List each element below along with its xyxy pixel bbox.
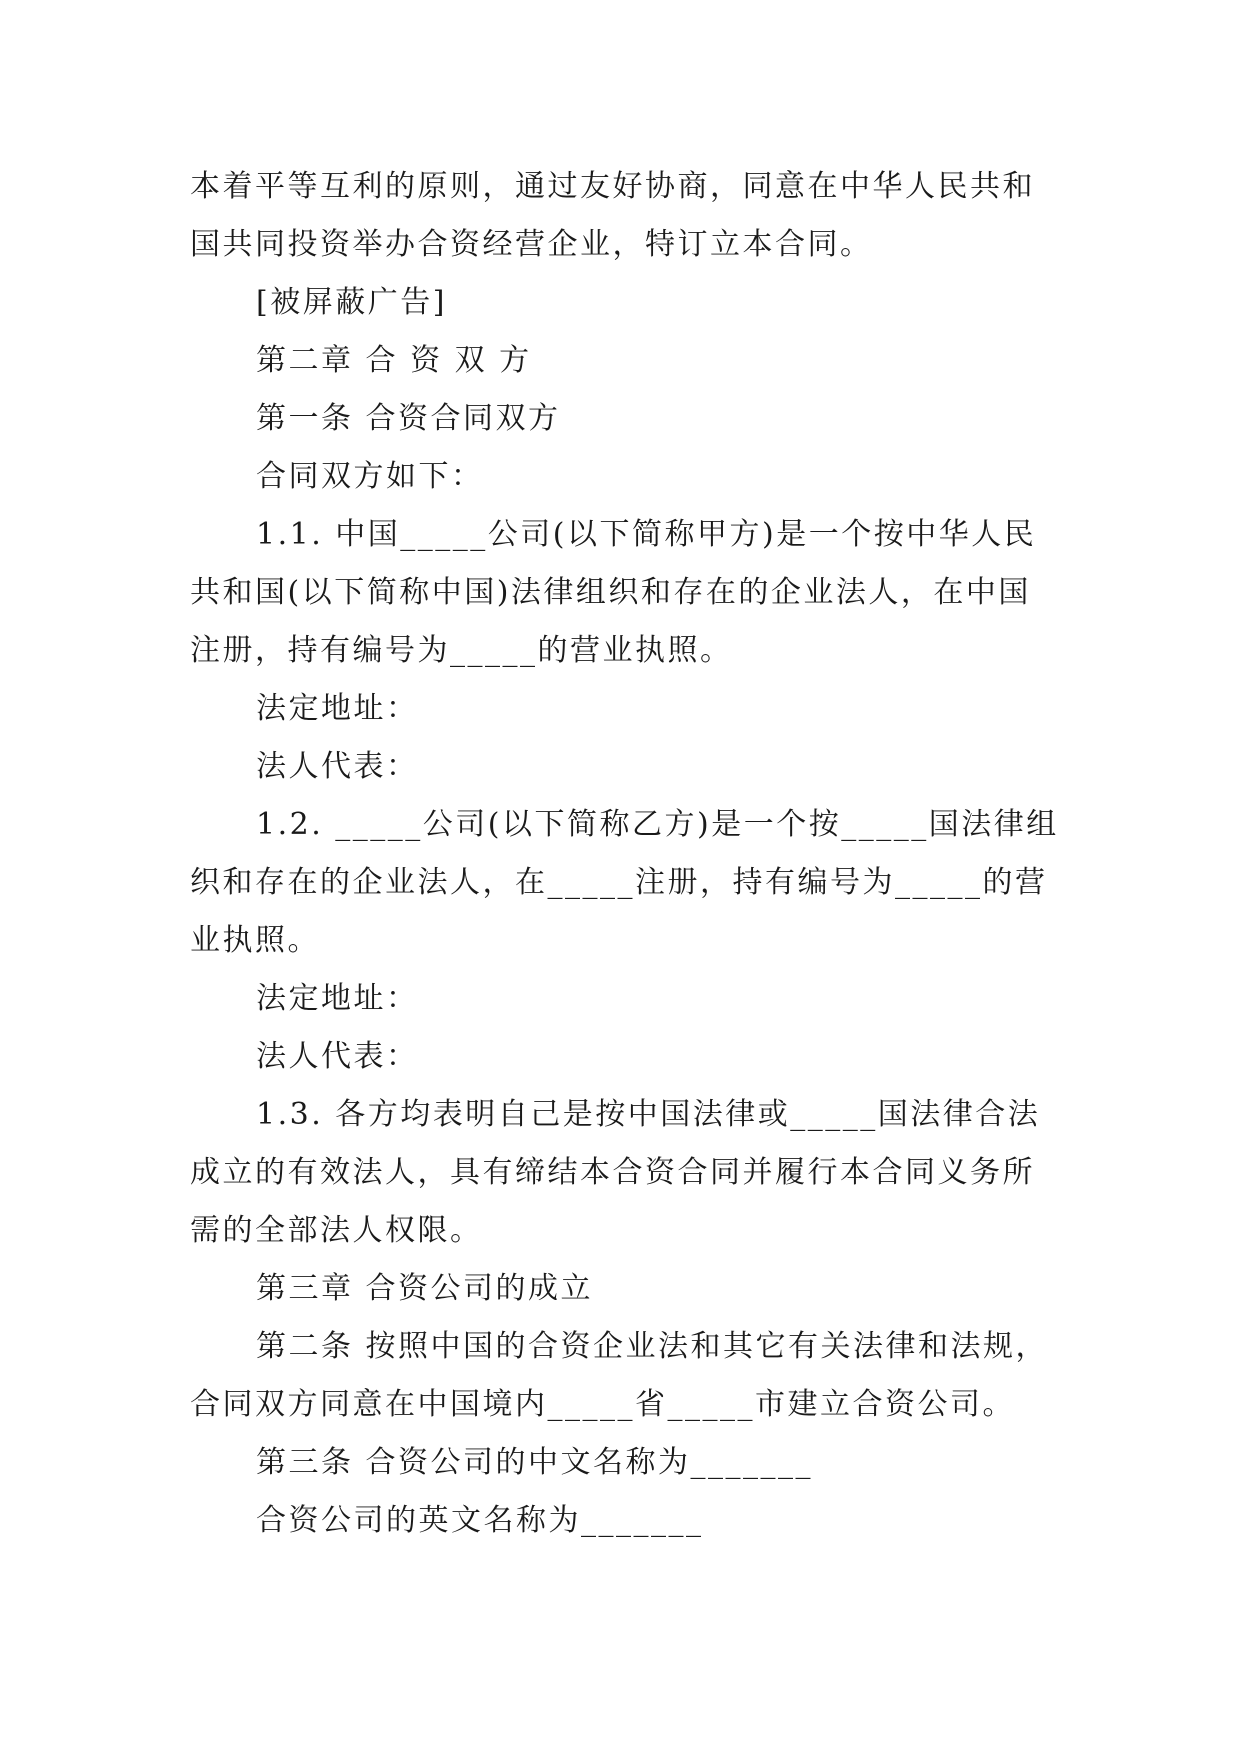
field-label: 法定地址： xyxy=(256,691,419,726)
field-label: 法人代表： xyxy=(256,749,419,784)
text-line: 合资公司的英文名称为_______ xyxy=(256,1503,704,1538)
text-line: 注册，持有编号为_____的营业执照。 xyxy=(190,633,733,668)
text-line: 本着平等互利的原则，通过友好协商，同意在中华人民共和 xyxy=(190,169,1035,204)
field-label: 法人代表： xyxy=(256,1039,419,1074)
text-line: 共和国(以下简称中国)法律组织和存在的企业法人，在中国 xyxy=(190,575,1031,610)
ad-placeholder: [被屏蔽广告] xyxy=(256,285,447,320)
chapter-heading: 第三章 合资公司的成立 xyxy=(256,1271,594,1306)
text-line: 成立的有效法人，具有缔结本合资合同并履行本合同义务所 xyxy=(190,1155,1035,1190)
clause-line: 1.1. 中国_____公司(以下简称甲方)是一个按中华人民 xyxy=(256,517,1037,552)
clause-line: 1.2. _____公司(以下简称乙方)是一个按_____国法律组 xyxy=(256,807,1059,842)
text-line: 合同双方如下： xyxy=(256,459,484,494)
article-line: 第三条 合资公司的中文名称为_______ xyxy=(256,1445,814,1480)
article-heading: 第一条 合资合同双方 xyxy=(256,401,561,436)
article-line: 第二条 按照中国的合资企业法和其它有关法律和法规， xyxy=(256,1329,1049,1364)
text-line: 织和存在的企业法人，在_____注册，持有编号为_____的营 xyxy=(190,865,1048,900)
document-body xyxy=(190,158,1059,1550)
field-label: 法定地址： xyxy=(256,981,419,1016)
text-line: 国共同投资举办合资经营企业，特订立本合同。 xyxy=(190,227,873,262)
text-line: 合同双方同意在中国境内_____省_____市建立合资公司。 xyxy=(190,1387,1015,1422)
text-line: 需的全部法人权限。 xyxy=(190,1213,483,1248)
text-line: 业执照。 xyxy=(190,923,320,958)
clause-line: 1.3. 各方均表明自己是按中国法律或_____国法律合法 xyxy=(256,1097,1041,1132)
chapter-heading: 第二章 合 资 双 方 xyxy=(256,343,532,378)
